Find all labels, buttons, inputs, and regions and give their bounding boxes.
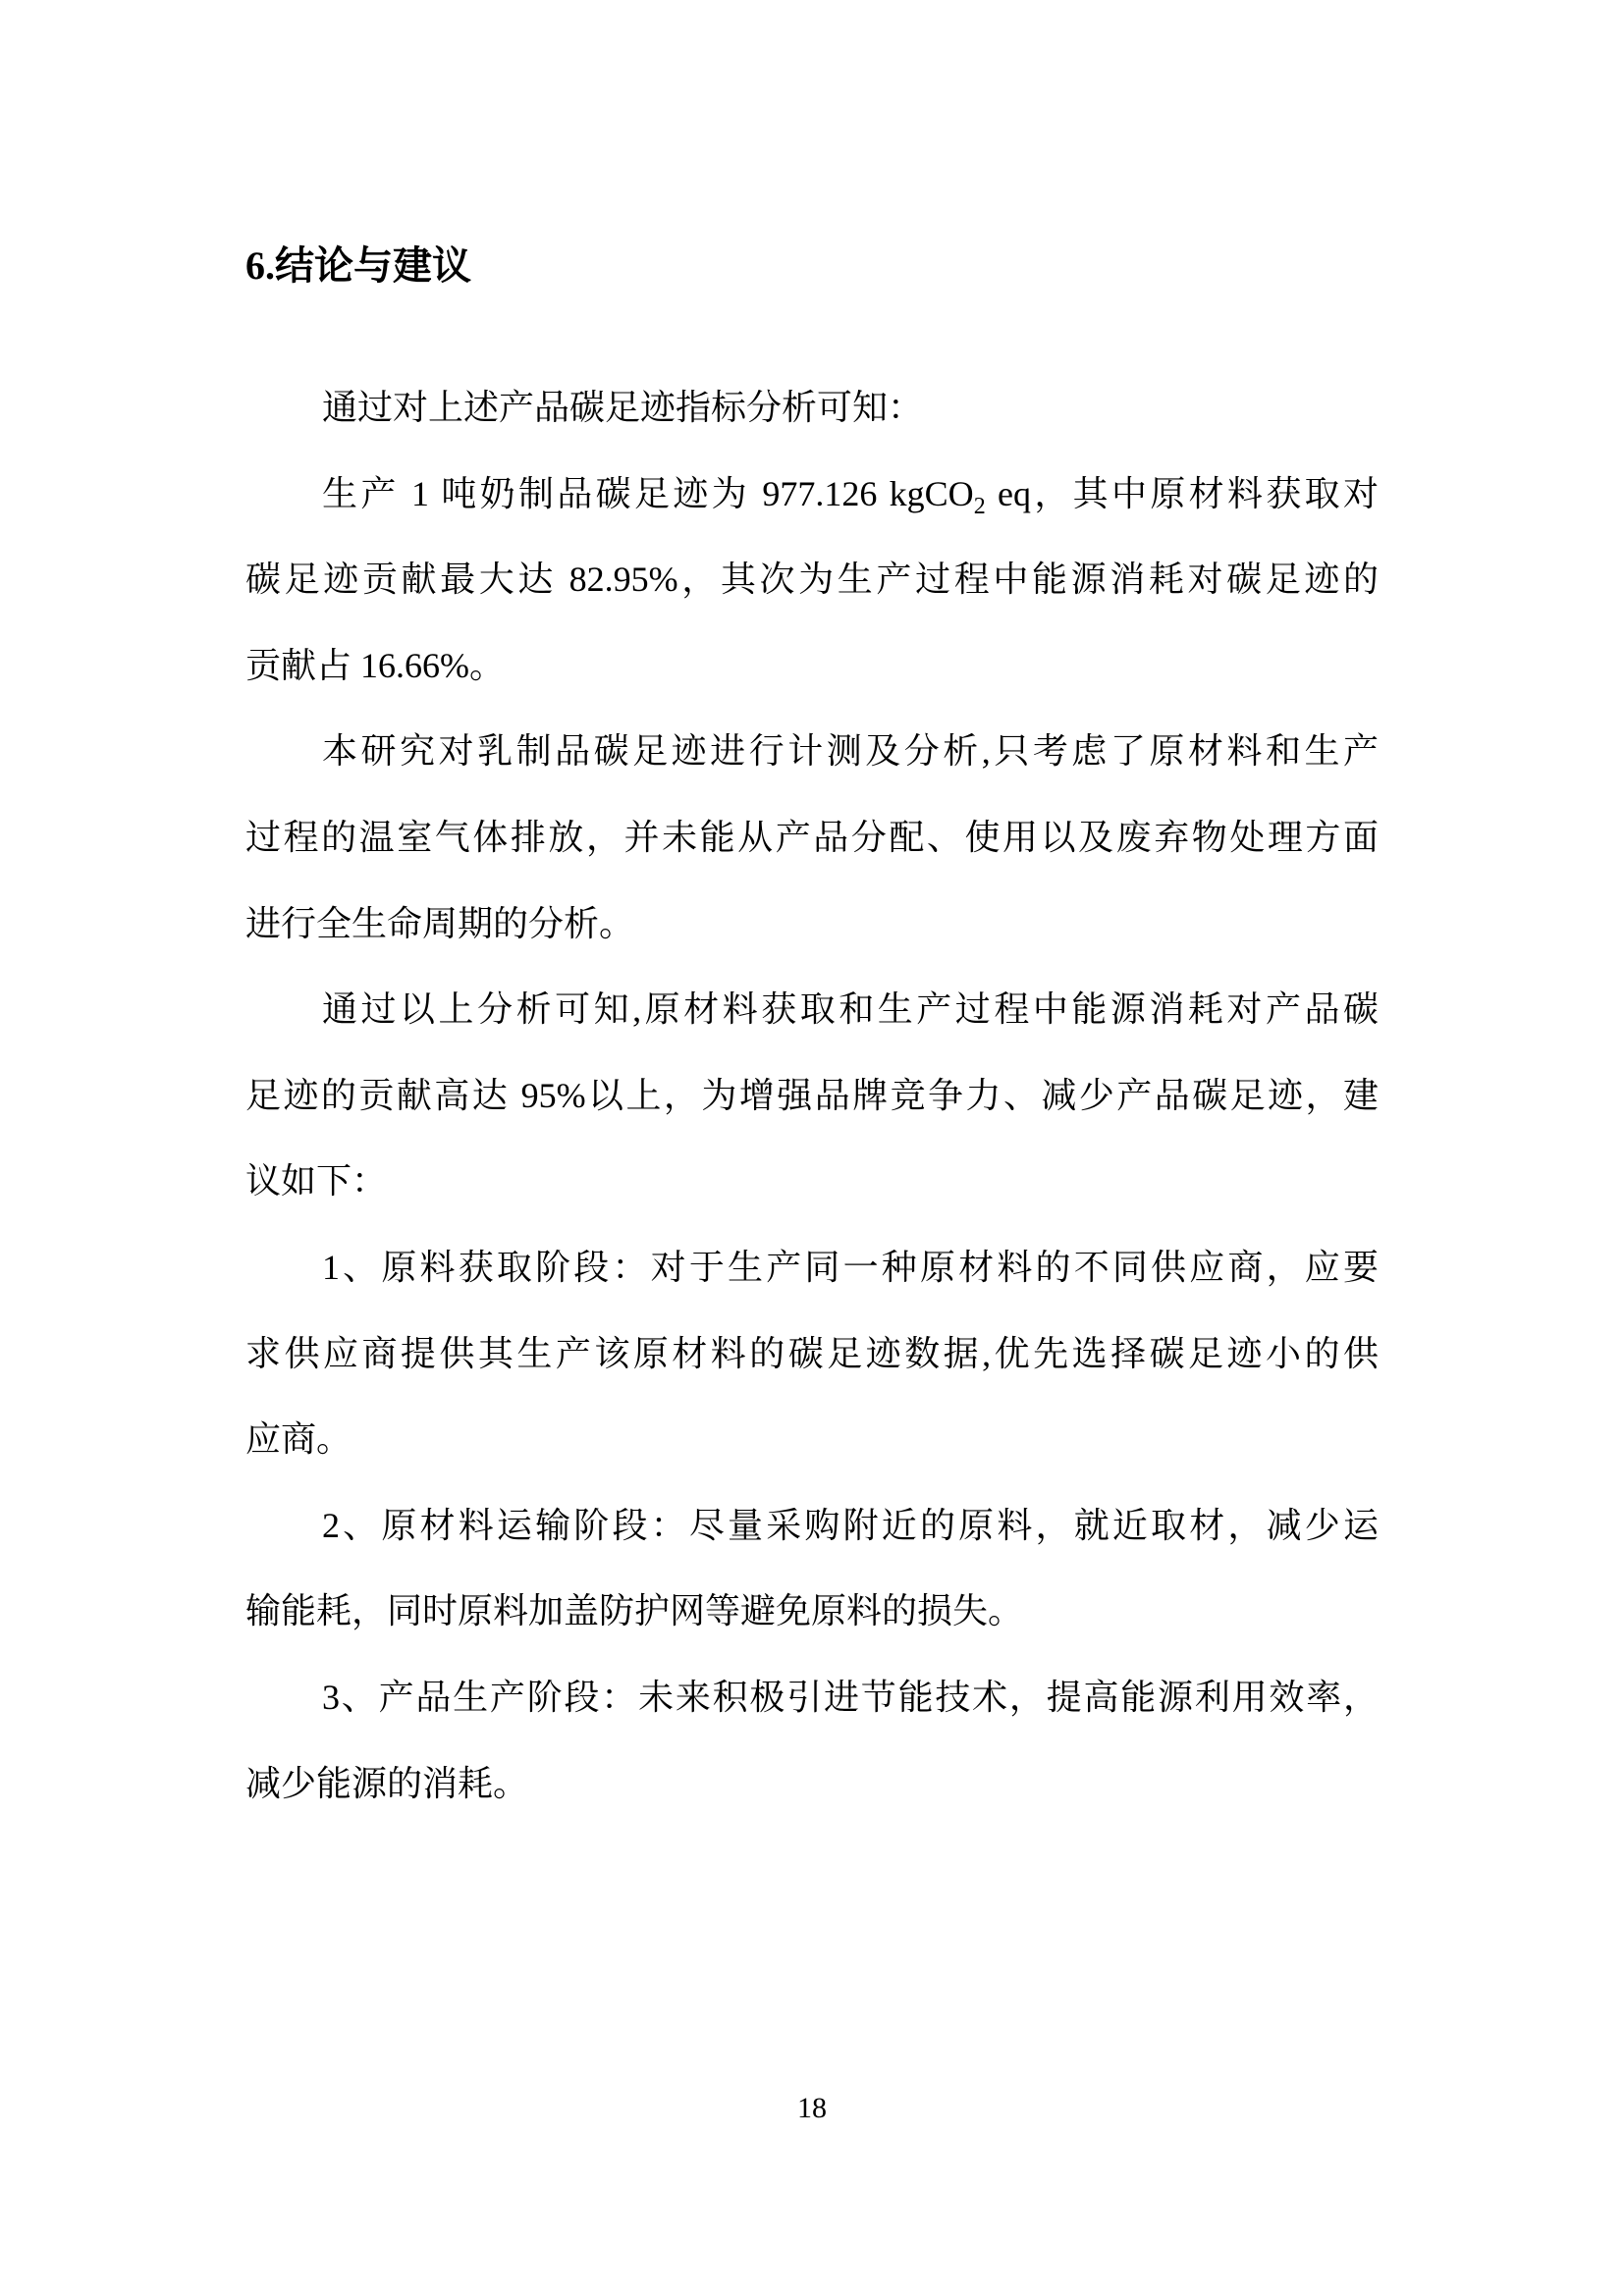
paragraph-5-line-1: 1、原料获取阶段：对于生产同一种原材料的不同供应商，应要 [322,1247,1379,1287]
paragraph-3-line-2: 过程的温室气体排放，并未能从产品分配、使用以及废弃物处理方面 [245,817,1379,857]
page-number: 18 [797,2092,827,2124]
co2-subscript: 2 [973,493,986,519]
paragraph-2-line-3: 贡献占 16.66%。 [245,645,505,685]
text-run-co2-pre: 生产 1 吨奶制品碳足迹为 977.126 kgCO [322,473,974,513]
paragraph-6-line-2: 输能耗，同时原料加盖防护网等避免原料的损失。 [245,1591,1024,1631]
paragraph-4-line-3: 议如下： [245,1161,388,1201]
paragraph-3-line-1: 本研究对乳制品碳足迹进行计测及分析,只考虑了原材料和生产 [322,731,1379,772]
paragraph-6-line-1: 2、原材料运输阶段：尽量采购附近的原料，就近取材，减少运 [322,1505,1379,1545]
paragraph-3-line-3: 进行全生命周期的分析。 [245,903,635,943]
document-body [245,365,1379,1827]
paragraph-2-line-2: 碳足迹贡献最大达 82.95%，其次为生产过程中能源消耗对碳足迹的 [245,560,1379,600]
section-heading: 6.结论与建议 [245,243,471,288]
paragraph-5-line-2: 求供应商提供其生产该原材料的碳足迹数据,优先选择碳足迹小的供 [245,1333,1379,1373]
text-run-co2-post: eq，其中原材料获取对 [985,473,1379,513]
paragraph-5-line-3: 应商。 [245,1419,352,1460]
paragraph-1-line-1: 通过对上述产品碳足迹指标分析可知： [322,388,924,427]
paragraph-7-line-2: 减少能源的消耗。 [245,1763,529,1803]
paragraph-4-line-1: 通过以上分析可知,原材料获取和生产过程中能源消耗对产品碳 [322,989,1379,1030]
paragraph-2-line-1 [245,452,1379,538]
paragraph-4-line-2: 足迹的贡献高达 95%以上，为增强品牌竞争力、减少产品碳足迹，建 [245,1075,1379,1115]
paragraph-7-line-1: 3、产品生产阶段：未来积极引进节能技术，提高能源利用效率， [322,1677,1379,1717]
